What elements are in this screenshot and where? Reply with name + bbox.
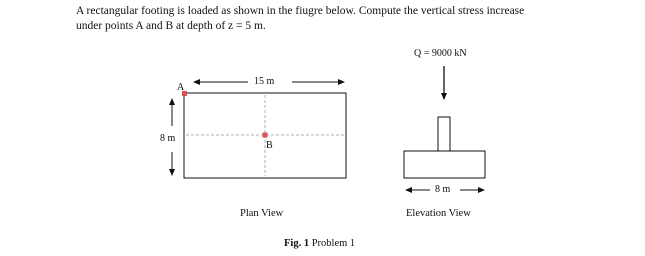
plan-height-label: 8 m	[160, 133, 176, 144]
elevation-view-caption: Elevation View	[406, 208, 471, 219]
figure-caption-prefix: Fig. 1	[284, 238, 310, 249]
footing-base	[404, 151, 485, 178]
point-a-label: A	[177, 82, 185, 93]
plan-view-caption: Plan View	[240, 208, 284, 219]
problem-line-1: A rectangular footing is loaded as shown in the fiugre below. Compute the vertical stress increase	[76, 5, 525, 17]
point-b-label: B	[266, 140, 273, 151]
figure-caption	[284, 238, 355, 249]
elevation-width-label: 8 m	[435, 184, 451, 195]
footing-column	[438, 117, 450, 151]
load-label: Q = 9000 kN	[414, 48, 467, 59]
plan-width-label: 15 m	[254, 76, 275, 87]
point-b-marker	[263, 133, 268, 138]
figure-caption-text: Problem 1	[311, 238, 356, 249]
problem-line-2: under points A and B at depth of z = 5 m.	[76, 20, 266, 32]
